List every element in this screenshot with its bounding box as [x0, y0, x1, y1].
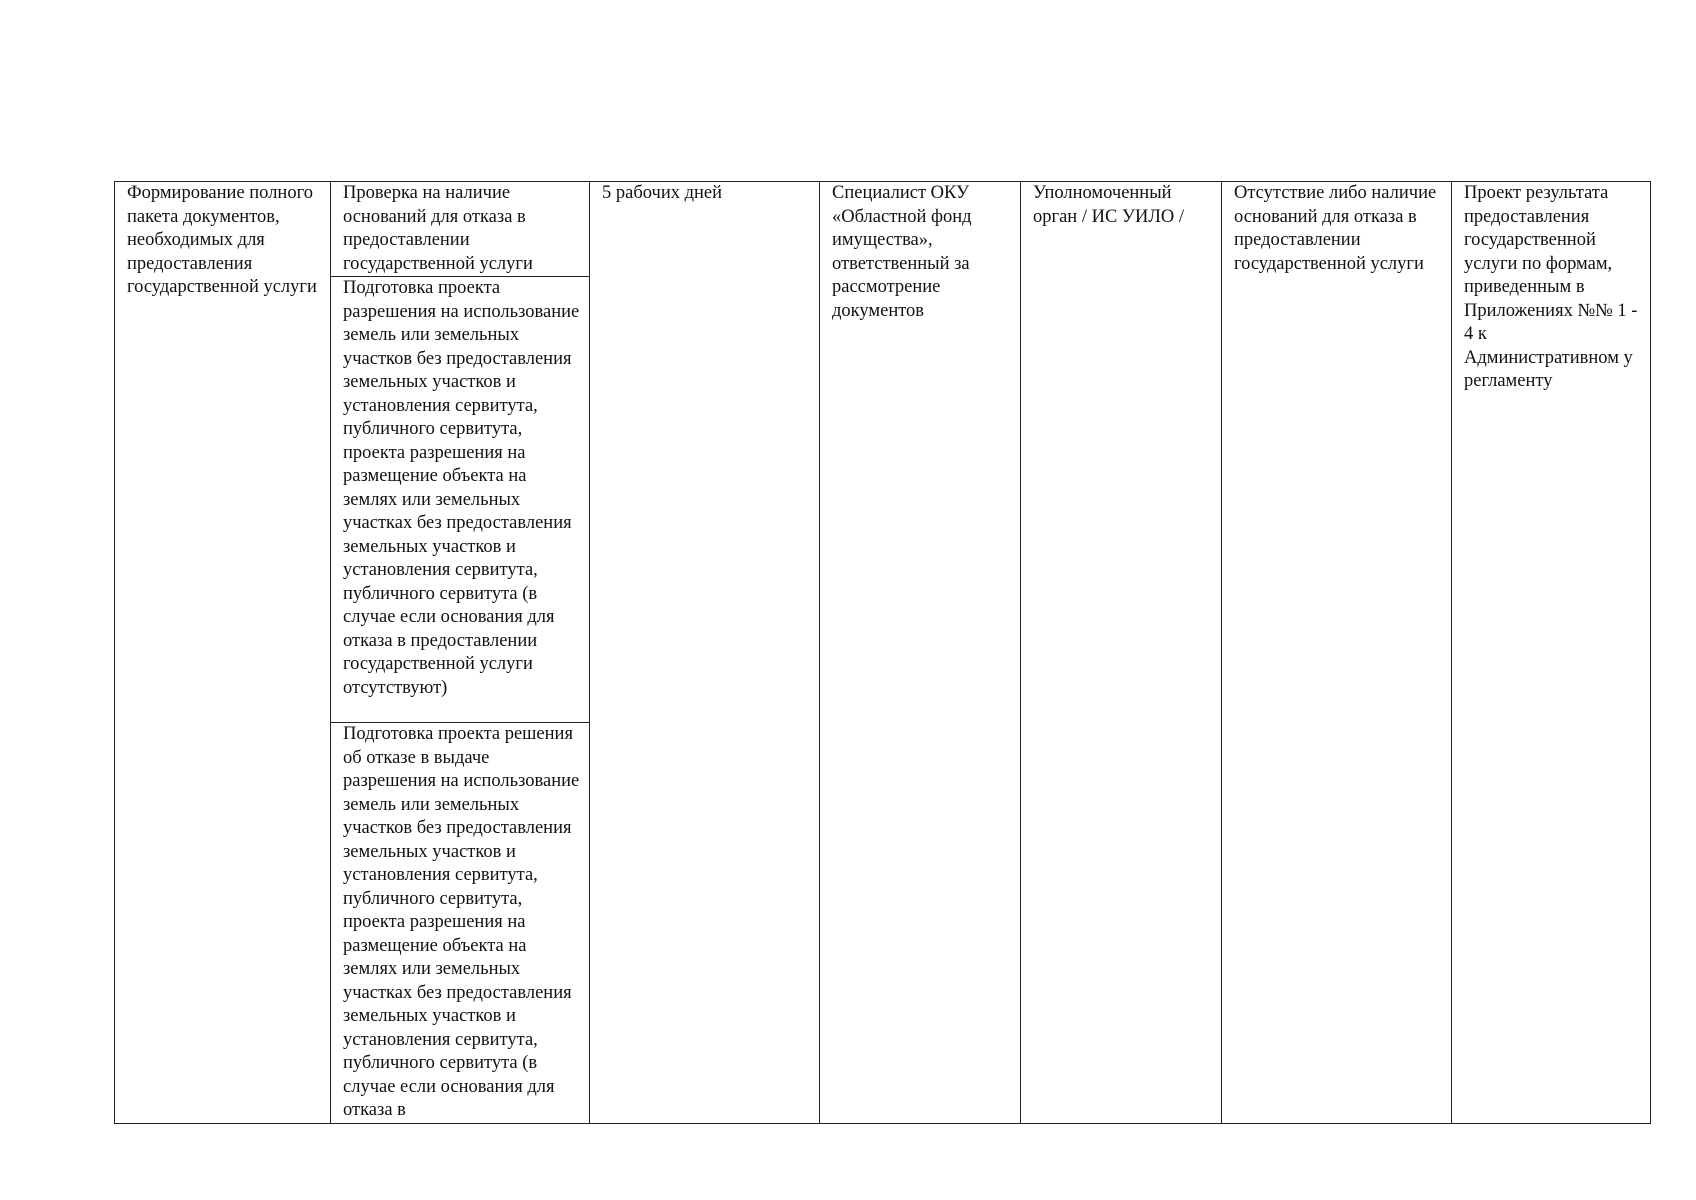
- criteria-cell: [1222, 182, 1452, 1124]
- action-permit-text: Подготовка проекта разрешения на использование земель или земельных участков без предоставления земельных участков и установления сервитута, публичного сервитута, проекта разрешения на размещение объекта на землях или земельных участках без предоставления земельных участков и установления сервитута, публичного сервитута (в случае если основания для отказа в предоставлении государственной услуги отсутствуют): [343, 278, 580, 698]
- action-cell-refusal: [331, 723, 590, 1124]
- stage-text: Формирование полного пакета документов, необходимых для предоставления государственной услуги: [127, 183, 317, 297]
- result-cell: [1452, 182, 1651, 1124]
- criteria-text: Отсутствие либо наличие оснований для отказа в предоставлении государственной услуги: [1234, 183, 1437, 274]
- term-cell: [590, 182, 820, 1124]
- responsible-text: Специалист ОКУ «Областной фонд имущества», ответственный за рассмотрение документов: [832, 183, 972, 321]
- result-text: Проект результата предоставления государственной услуги по формам, приведенным в Приложениях №№ 1 - 4 к Административном у регламенту: [1464, 183, 1638, 391]
- term-text: 5 рабочих дней: [602, 183, 723, 203]
- procedure-table: [114, 181, 1651, 1124]
- place-cell: [1021, 182, 1222, 1124]
- action-refusal-text: Подготовка проекта решения об отказе в выдаче разрешения на использование земель или земельных участков без предоставления земельных участков и установления сервитута, публичного сервитута, проекта разрешения на размещение объекта на землях или земельных участках без предоставления земельных участков и установления сервитута, публичного сервитута (в случае если основания для отказа в: [343, 724, 580, 1120]
- action-cell-check: [331, 182, 590, 277]
- place-text: Уполномоченный орган / ИС УИЛО /: [1033, 183, 1185, 227]
- responsible-cell: [820, 182, 1021, 1124]
- action-cell-permit: [331, 277, 590, 723]
- stage-cell: [115, 182, 331, 1124]
- action-check-text: Проверка на наличие оснований для отказа в предоставлении государственной услуги: [343, 183, 533, 274]
